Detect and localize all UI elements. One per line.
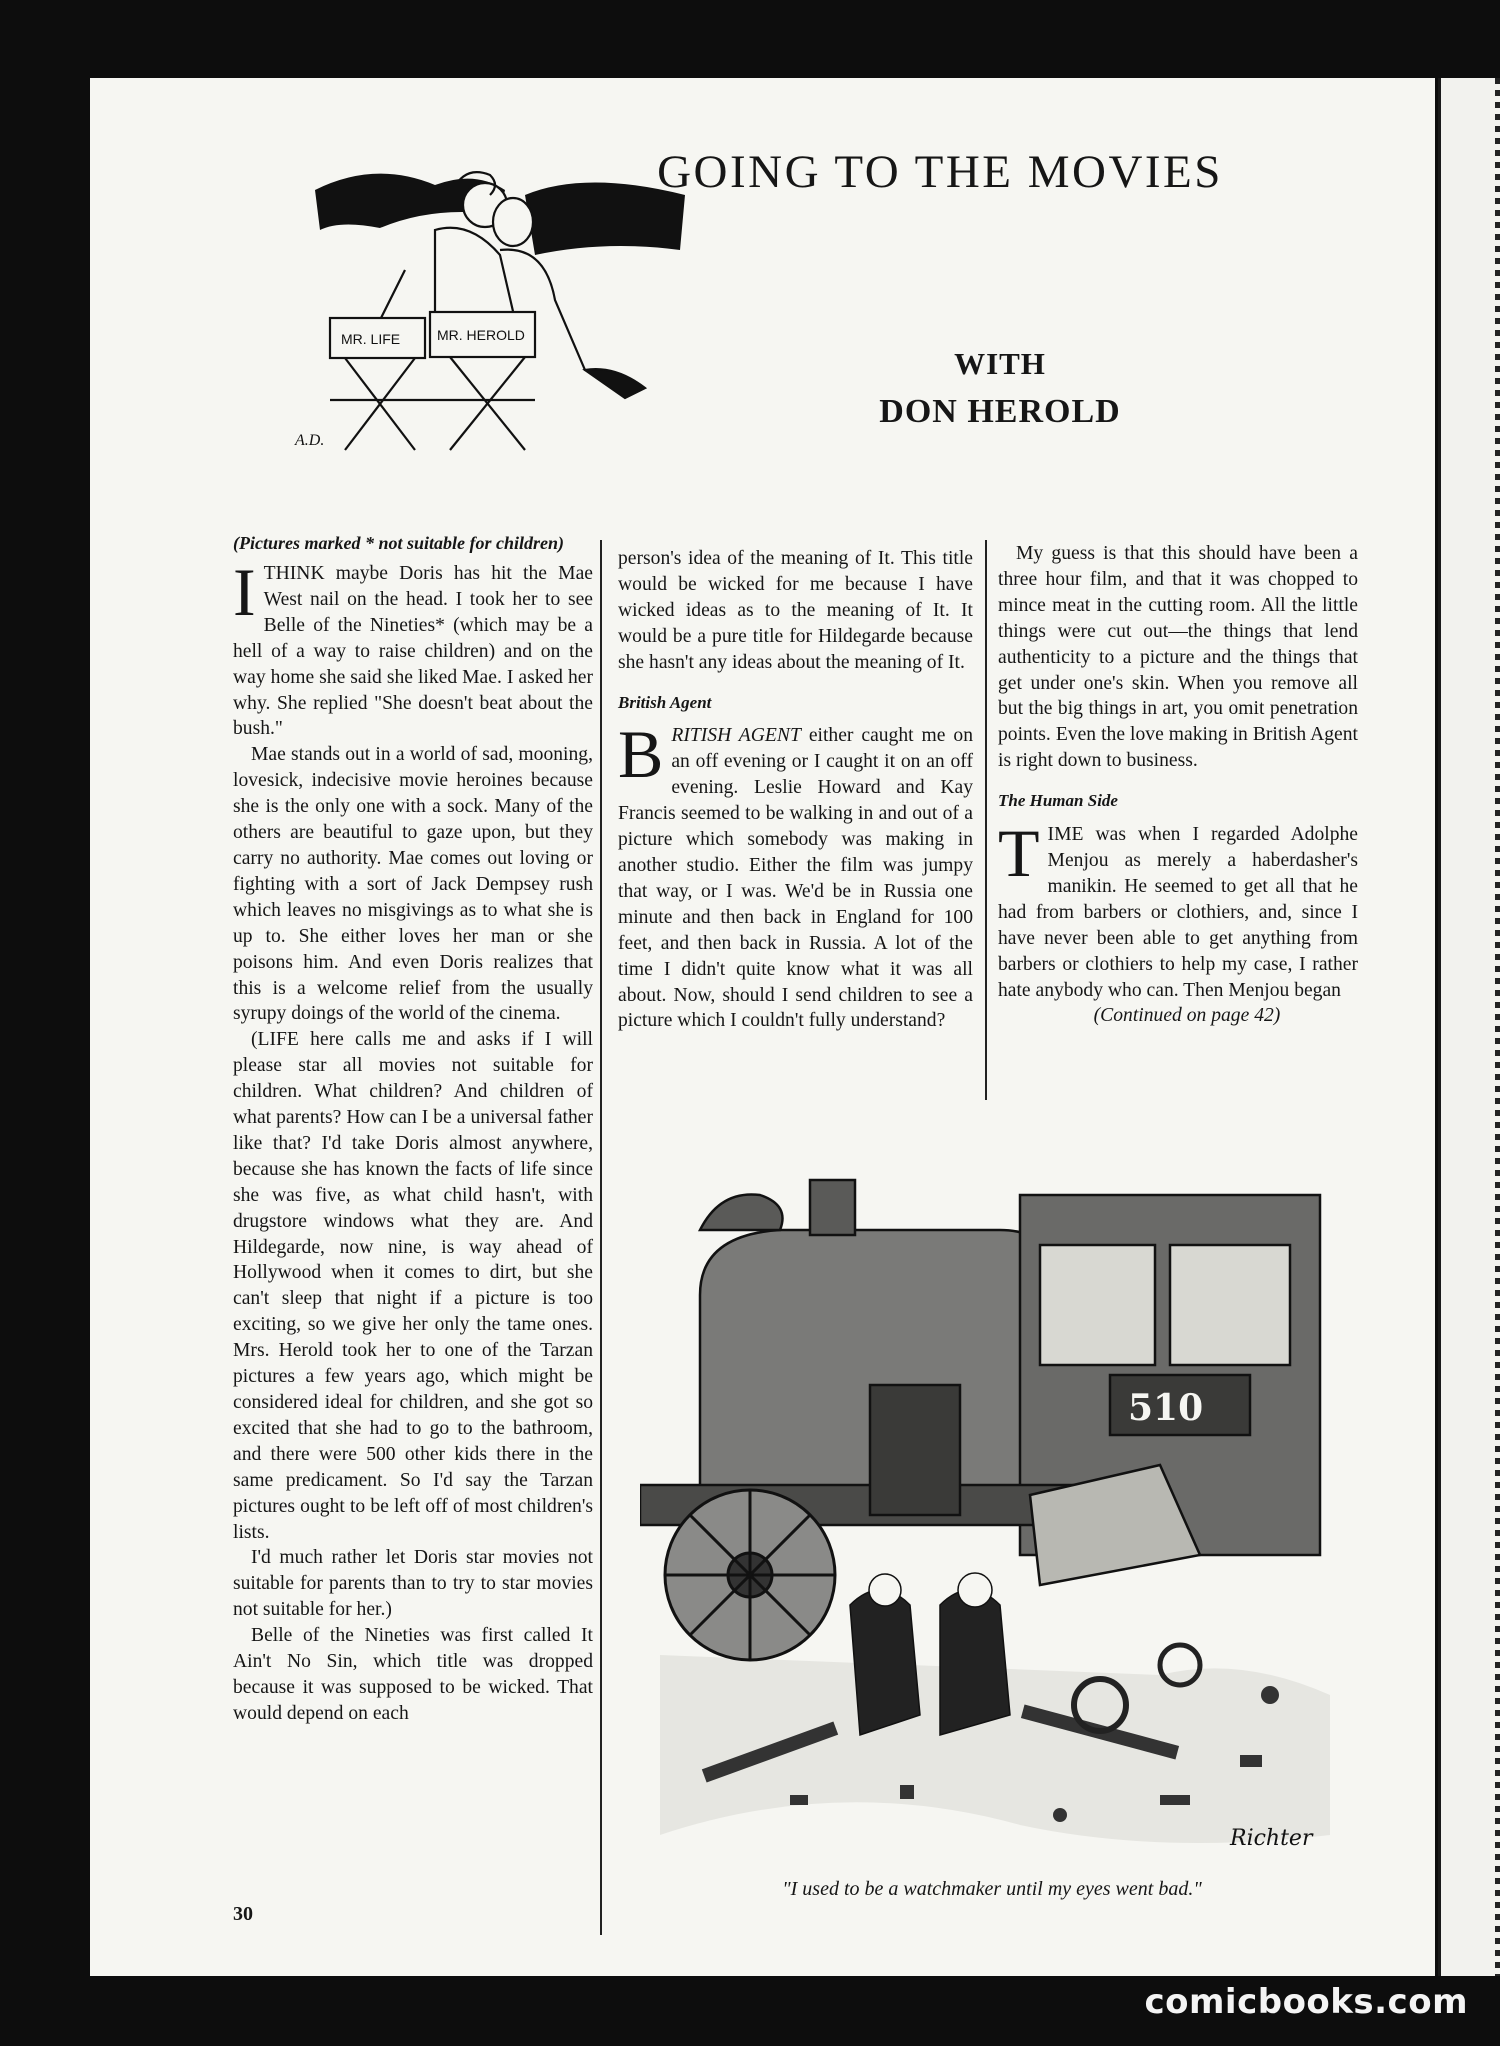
drop-cap: I [233, 554, 256, 630]
paragraph: ITHINK maybe Doris has hit the Mae West nail on the head. I took her to see Belle of the Nineties* (which may be a hell of a way to raise children) and on the way home she said she liked Mae. I asked her why. She replied "She doesn't beat about the bush." [233, 554, 593, 740]
page-number: 30 [233, 1903, 253, 1925]
drop-cap: T [998, 815, 1040, 892]
article-column-1 [233, 531, 593, 1727]
paragraph: My guess is that this should have been a three hour film, and that it was chopped to mince meat in the cutting room. All the little things were cut out—the things that lend authenticity to a picture and the things that get under one's skin. When you remove all but the big things in art, you omit penetration points. Even the love making in British Agent is right down to business. [998, 543, 1358, 772]
paragraph: Belle of the Nineties was first called It Ain't No Sin, which title was dropped because it was supposed to be wicked. That would depend on each [233, 1625, 593, 1724]
site-watermark: comicbooks.com [1144, 1982, 1468, 2022]
cartoon-caption: "I used to be a watchmaker until my eyes went bad." [782, 1878, 1202, 1900]
continued-note: (Continued on page 42) [1093, 1005, 1281, 1027]
paragraph: Mae stands out in a world of sad, mooning, lovesick, indecisive movie heroines because she is the only one with a sock. Many of the others are beautiful to gaze upon, but they carry no authority. Mae comes out loving or fighting with a sort of Jack Dempsey rush which leaves no misgivings as to what she is up to. She either loves her man or she poisons him. And even Doris realizes that this is a welcome relief from the usually syrupy doings of the world of the cinema. [233, 744, 593, 1025]
chair-label-right: MR. HEROLD [437, 327, 525, 343]
paragraph: (LIFE here calls me and asks if I will please star all movies not suitable for children. What children? And children of what parents? How can I be a universal father like that? I'd take Doris almost anywhere, because she has known the facts of life since she was five, as what child hasn't, with drugstore windows what they are. And Hildegarde, now nine, is way ahead of Hollywood when it comes to dirt, but she can't sleep that night if a picture is too exciting, so we give her only the tame ones. Mrs. Herold took her to one of the Tarzan pictures a few years ago, which might be considered ideal for children, and she got so excited that she had to go to the bathroom, and there were 500 other kids there in the same predicament. So I'd say the Tarzan pictures ought to be left off of most children's lists. [233, 1029, 593, 1543]
paragraph: TIME was when I regarded Adolphe Menjou as merely a haberdasher's manikin. He seemed to get all that he had from barbers or clothiers, and, since I have never been able to get anything from barbers or clothiers to help my case, I rather hate anybody who can. Then Menjou began [998, 815, 1358, 1001]
locomotive-cartoon [640, 1135, 1340, 1865]
paragraph: BRITISH AGENT either caught me on an off evening or I caught it on an off evening. Leslie Howard and Kay Francis seemed to be walking in and out of a picture which somebody was making in another studio. Either the film was jumpy that way, or I was. We'd be in Russia one minute and then back in England for 100 feet, and then back in Russia. A lot of the time I didn't quite know what it was all about. Now, should I send children to see a picture which I couldn't fully understand? [618, 716, 974, 1032]
suitability-note: (Pictures marked * not suitable for children) [233, 533, 565, 553]
article-column-3 [998, 541, 1358, 1029]
article-column-2 [618, 546, 973, 1034]
paragraph: I'd much rather let Doris star movies not suitable for parents than to try to star movies not suitable for her.) [233, 1547, 593, 1621]
article-title: GOING TO THE MOVIES [657, 146, 1223, 198]
section-heading-human-side: The Human Side [998, 791, 1118, 811]
cartoonist-signature: Richter [1230, 1826, 1313, 1851]
locomotive-number: 510 [1128, 1387, 1204, 1429]
chair-label-left: MR. LIFE [341, 331, 401, 347]
byline-with: WITH [954, 346, 1046, 381]
paragraph: person's idea of the meaning of It. This title would be wicked for me because I have wicked ideas as to the meaning of It. It would be a pure title for Hildegarde because she hasn't any ideas about the meaning of It. [618, 548, 973, 673]
byline-author: DON HEROLD [879, 393, 1121, 430]
column-rule-2 [985, 540, 987, 1100]
section-heading-british-agent: British Agent [618, 692, 712, 712]
column-rule-1 [600, 540, 602, 1935]
facing-page-edge [1438, 78, 1500, 1976]
illustrator-signature: A.D. [295, 432, 325, 449]
facing-page-binding [1495, 78, 1500, 1976]
drop-cap: B [618, 716, 664, 793]
